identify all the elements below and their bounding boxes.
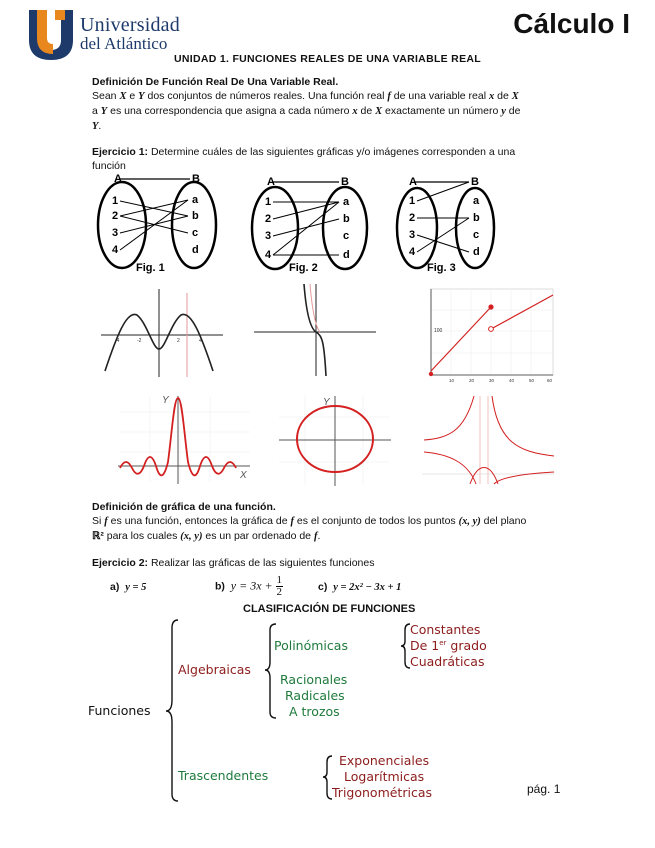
tree-cuadraticas: Cuadráticas: [410, 654, 485, 669]
svg-text:2: 2: [265, 213, 272, 225]
svg-text:1: 1: [265, 196, 272, 208]
svg-text:1: 1: [112, 195, 119, 207]
svg-text:a: a: [192, 194, 199, 206]
svg-text:B: B: [341, 176, 349, 188]
svg-text:3: 3: [112, 227, 119, 239]
tree-exponenciales: Exponenciales: [339, 753, 430, 768]
svg-text:c: c: [343, 230, 350, 242]
university-name-line2: del Atlántico: [80, 34, 168, 53]
course-title: Cálculo I: [513, 8, 630, 39]
svg-text:3: 3: [265, 230, 272, 242]
svg-text:d: d: [473, 246, 480, 258]
exercise2-item-b: b) y = 3x + $\frac{1}{2}$: [215, 574, 283, 598]
svg-text:4: 4: [409, 246, 416, 258]
exercise2-item-a: a) y = 5: [110, 581, 147, 593]
svg-text:a: a: [473, 195, 480, 207]
svg-text:100: 100: [434, 328, 443, 334]
svg-text:B: B: [192, 173, 200, 185]
tree-algebraicas: Algebraicas: [178, 662, 251, 677]
svg-text:60: 60: [547, 378, 553, 383]
svg-text:20: 20: [469, 378, 475, 383]
definition2-body: Si f es una función, entonces la gráfica de f es el conjunto de todos los puntos (x, y) del plano ℝ² para los cuales (x, y) es un par ordenado de f.: [92, 515, 527, 542]
tree-trigonometricas: Trigonométricas: [332, 785, 432, 800]
svg-text:a: a: [343, 196, 350, 208]
tree-primer-grado: De 1er grado: [410, 638, 487, 653]
svg-text:c: c: [192, 227, 199, 239]
svg-text:X: X: [240, 470, 247, 481]
svg-text:4: 4: [199, 338, 202, 344]
svg-text:d: d: [343, 249, 350, 261]
page-number: pág. 1: [527, 782, 561, 796]
fig1-label: Fig. 1: [136, 262, 165, 274]
tree-root-funciones: Funciones: [88, 703, 151, 718]
svg-text:b: b: [192, 210, 199, 222]
svg-text:40: 40: [509, 378, 515, 383]
svg-text:4: 4: [112, 244, 119, 256]
classification-title: CLASIFICACIÓN DE FUNCIONES: [243, 603, 416, 615]
fig2-label: Fig. 2: [289, 262, 318, 274]
svg-text:A: A: [409, 176, 417, 188]
tree-logaritmicas: Logarítmicas: [344, 769, 425, 784]
svg-text:A: A: [114, 173, 122, 185]
tree-polinomicas: Polinómicas: [274, 638, 348, 653]
svg-text:A: A: [267, 176, 275, 188]
tree-radicales: Radicales: [285, 688, 345, 703]
definition2-title: Definición de gráfica de una función.: [92, 501, 276, 513]
fig3-label: Fig. 3: [427, 262, 456, 274]
tree-a-trozos: A trozos: [289, 704, 340, 719]
tree-racionales: Racionales: [280, 672, 348, 687]
svg-text:Y: Y: [162, 395, 169, 406]
svg-text:2: 2: [177, 338, 180, 344]
svg-text:1: 1: [409, 195, 416, 207]
unit-title: UNIDAD 1. FUNCIONES REALES DE UNA VARIABLE REAL: [174, 53, 481, 65]
svg-text:d: d: [192, 244, 199, 256]
svg-text:-2: -2: [137, 338, 142, 344]
svg-text:2: 2: [409, 212, 416, 224]
exercise2-item-c: c) y = 2x² − 3x + 1: [318, 581, 402, 593]
tree-trascendentes: Trascendentes: [178, 768, 269, 783]
svg-text:10: 10: [449, 378, 455, 383]
svg-text:4: 4: [265, 249, 272, 261]
svg-text:30: 30: [489, 378, 495, 383]
svg-text:2: 2: [112, 210, 119, 222]
svg-text:Y: Y: [323, 397, 330, 408]
exercise2-text: Ejercicio 2: Realizar las gráficas de las siguientes funciones: [92, 557, 375, 569]
university-name-line1: Universidad: [80, 14, 180, 36]
svg-text:b: b: [473, 212, 480, 224]
svg-text:B: B: [471, 176, 479, 188]
svg-text:-4: -4: [115, 338, 120, 344]
svg-text:b: b: [343, 213, 350, 225]
definition1-title: Definición De Función Real De Una Variable Real.: [92, 76, 339, 88]
svg-text:3: 3: [409, 229, 416, 241]
tree-constantes: Constantes: [410, 622, 481, 637]
exercise1-text: Ejercicio 1: Determine cuáles de las siguientes gráficas y/o imágenes corresponden a una función: [92, 146, 516, 172]
svg-text:c: c: [473, 229, 480, 241]
definition1-body: Sean X e Y dos conjuntos de números reales. Una función real f de una variable real x de X a Y es una correspondencia que asigna a cada número x de X exactamente un número y de Y.: [92, 90, 521, 132]
svg-text:50: 50: [529, 378, 535, 383]
